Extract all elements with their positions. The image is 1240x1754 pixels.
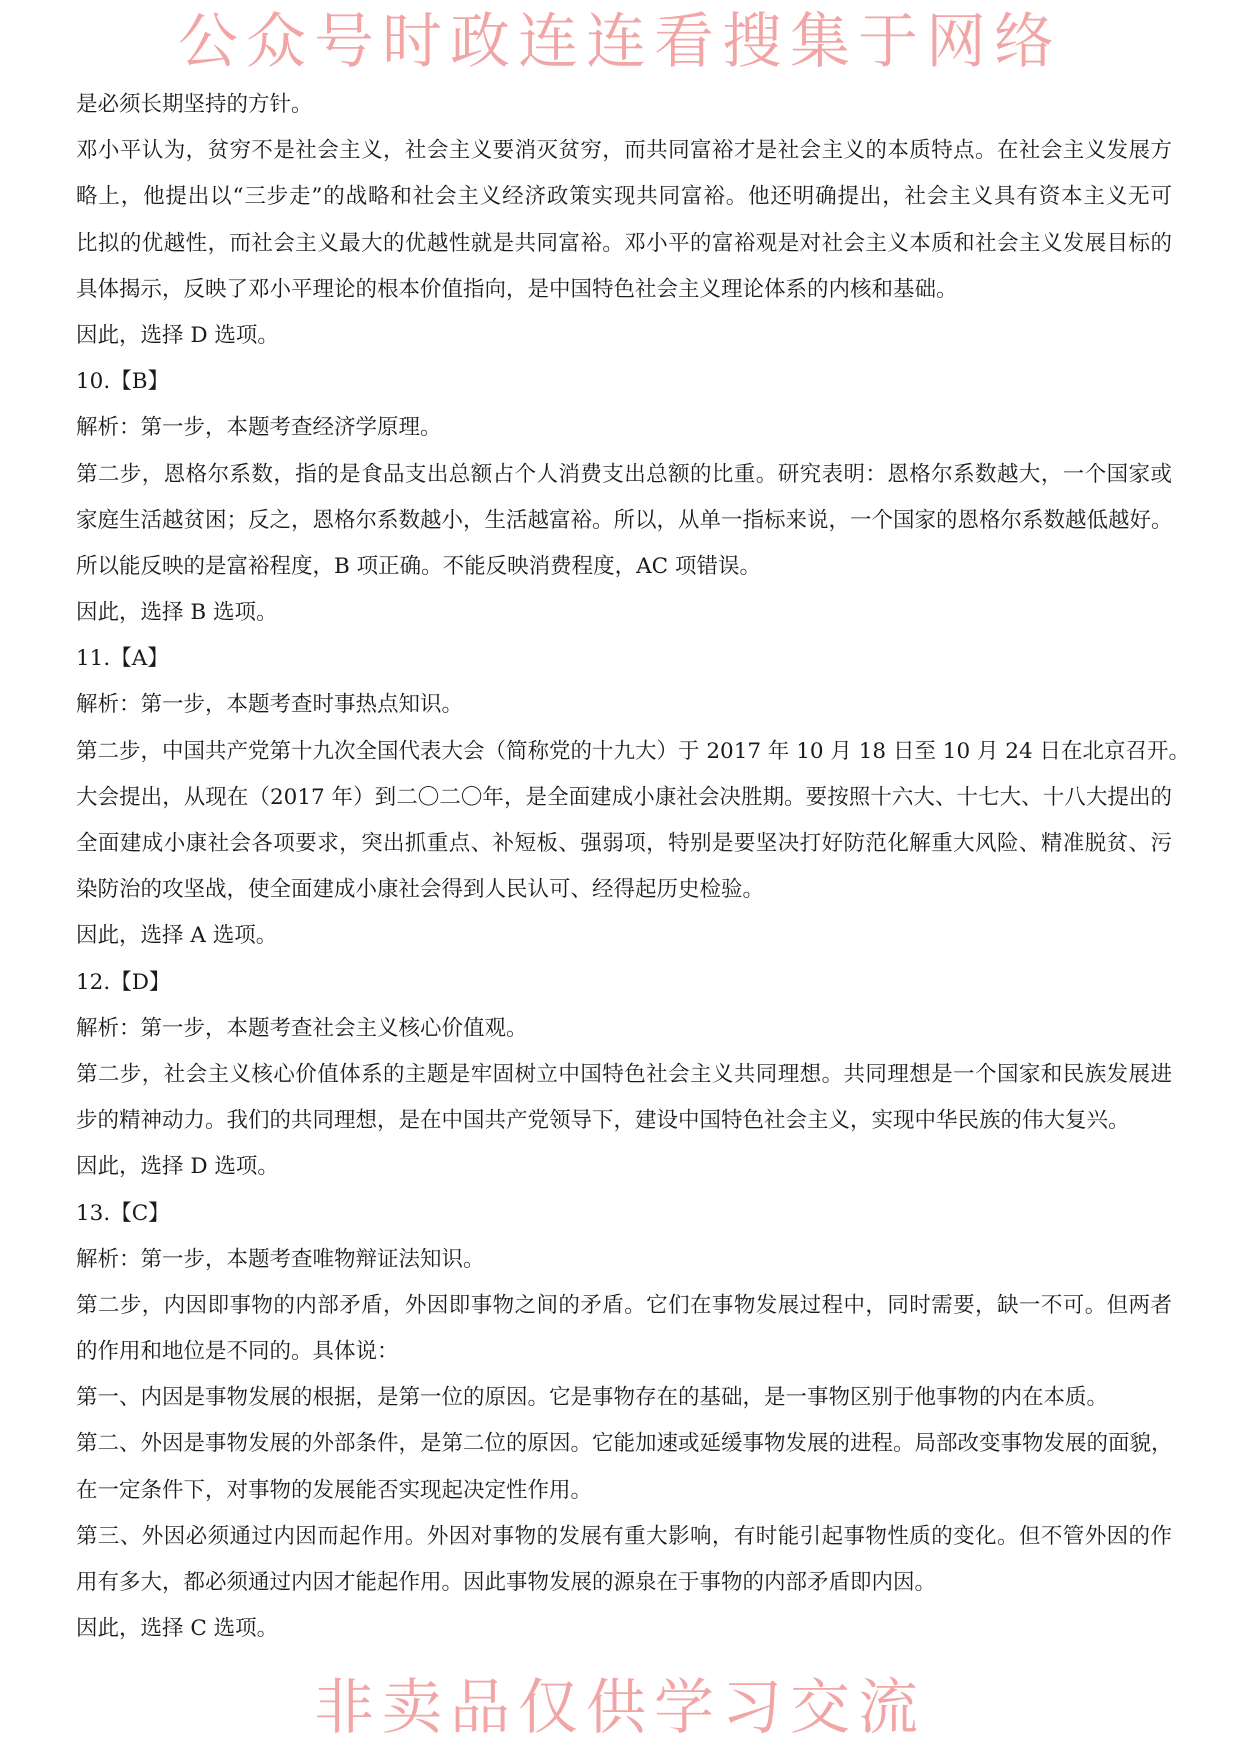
question-number: 11.【A】 <box>76 646 169 672</box>
watermark-text-1: 非卖品仅供学习交流 <box>314 1673 926 1743</box>
text-line: 具体揭示，反映了邓小平理论的根本价值指向，是中国特色社会主义理论体系的内核和基础。 <box>76 276 958 302</box>
text-line: 解析：第一步，本题考查社会主义核心价值观。 <box>76 1015 528 1041</box>
text-line: 略上，他提出以“三步走”的战略和社会主义经济政策实现共同富裕。他还明确提出，社会主义具有资本主义无可 <box>76 184 1172 210</box>
text-line: 解析：第一步，本题考查经济学原理。 <box>76 415 442 441</box>
answer-conclusion: 因此，选择 D 选项。 <box>76 1154 279 1180</box>
watermark-top <box>0 6 1240 78</box>
answer-conclusion: 因此，选择 D 选项。 <box>76 322 279 348</box>
question-number: 12.【D】 <box>76 969 171 995</box>
text-line: 所以能反映的是富裕程度，B 项正确。不能反映消费程度，AC 项错误。 <box>76 553 761 579</box>
watermark-text-2: 公众号时政连连看搜集于网络 <box>178 7 1062 77</box>
question-number: 10.【B】 <box>76 369 169 395</box>
text-line: 比拟的优越性，而社会主义最大的优越性就是共同富裕。邓小平的富裕观是对社会主义本质和社会主义发展目标的 <box>76 230 1172 256</box>
answer-conclusion: 因此，选择 A 选项。 <box>76 923 278 949</box>
text-line: 步的精神动力。我们的共同理想，是在中国共产党领导下，建设中国特色社会主义，实现中华民族的伟大复兴。 <box>76 1108 1130 1134</box>
text-line: 第一、内因是事物发展的根据，是第一位的原因。它是事物存在的基础，是一事物区别于他事物的内在本质。 <box>76 1385 1109 1411</box>
answer-conclusion: 因此，选择 C 选项。 <box>76 1616 279 1642</box>
text-line: 邓小平认为，贫穷不是社会主义，社会主义要消灭贫穷，而共同富裕才是社会主义的本质特点。在社会主义发展方 <box>76 138 1172 164</box>
answer-conclusion: 因此，选择 B 选项。 <box>76 600 278 626</box>
question-number: 13.【C】 <box>76 1200 170 1226</box>
document-page <box>76 88 1190 1658</box>
text-line: 第二步，中国共产党第十九次全国代表大会（简称党的十九大）于 2017 年 10 月 18 日至 10 月 24 日在北京召开。 <box>76 738 1190 764</box>
text-line: 是必须长期坚持的方针。 <box>76 92 313 117</box>
text-line: 的作用和地位是不同的。具体说： <box>76 1339 399 1365</box>
text-line: 解析：第一步，本题考查时事热点知识。 <box>76 692 464 718</box>
text-line: 第二步，社会主义核心价值体系的主题是牢固树立中国特色社会主义共同理想。共同理想是一个国家和民族发展进 <box>76 1061 1172 1087</box>
text-line: 染防治的攻坚战，使全面建成小康社会得到人民认可、经得起历史检验。 <box>76 877 765 903</box>
text-line: 大会提出，从现在（2017 年）到二〇二〇年，是全面建成小康社会决胜期。要按照十六大、十七大、十八大提出的 <box>76 784 1172 810</box>
text-line: 第三、外因必须通过内因而起作用。外因对事物的发展有重大影响，有时能引起事物性质的变化。但不管外因的作 <box>76 1523 1172 1549</box>
text-line: 解析：第一步，本题考查唯物辩证法知识。 <box>76 1246 485 1272</box>
text-line: 在一定条件下，对事物的发展能否实现起决定性作用。 <box>76 1477 593 1503</box>
text-line: 家庭生活越贫困；反之，恩格尔系数越小，生活越富裕。所以，从单一指标来说，一个国家的恩格尔系数越低越好。 <box>76 507 1173 533</box>
text-line: 第二步，内因即事物的内部矛盾，外因即事物之间的矛盾。它们在事物发展过程中，同时需要，缺一不可。但两者 <box>76 1292 1172 1318</box>
watermark-bottom <box>0 1672 1240 1744</box>
text-line: 第二步，恩格尔系数，指的是食品支出总额占个人消费支出总额的比重。研究表明：恩格尔系数越大，一个国家或 <box>76 461 1172 487</box>
text-line: 第二、外因是事物发展的外部条件，是第二位的原因。它能加速或延缓事物发展的进程。局部改变事物发展的面貌， <box>76 1431 1173 1457</box>
text-line: 用有多大，都必须通过内因才能起作用。因此事物发展的源泉在于事物的内部矛盾即内因。 <box>76 1570 937 1595</box>
text-line: 全面建成小康社会各项要求，突出抓重点、补短板、强弱项，特别是要坚决打好防范化解重大风险、精准脱贫、污 <box>76 831 1172 856</box>
